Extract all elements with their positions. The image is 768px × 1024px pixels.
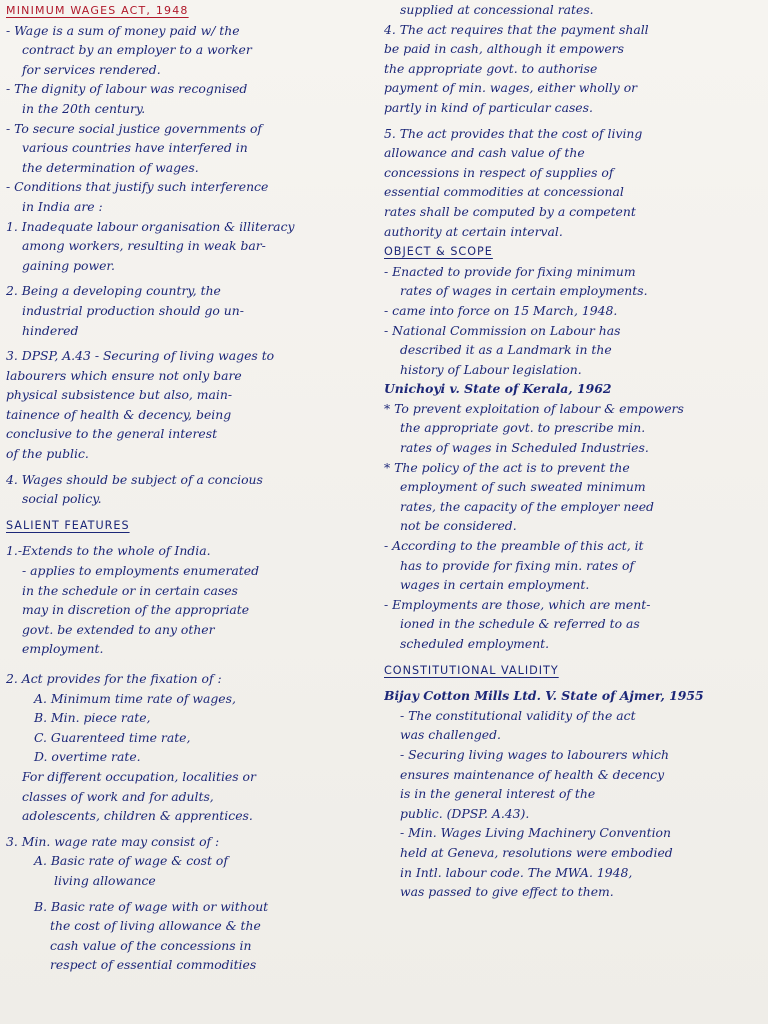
feature-item: B. Basic rate of wage with or without <box>34 898 269 914</box>
page-title: MINIMUM WAGES ACT, 1948 <box>6 4 189 17</box>
feature-line: 3. Min. wage rate may consist of : <box>6 833 220 849</box>
object-line: described it as a Landmark in the <box>400 342 612 358</box>
unichoyi-case-list <box>384 399 764 654</box>
feature-line: adolescents, children & apprentices. <box>22 808 253 824</box>
intro-line: - To secure social justice governments of <box>6 120 262 136</box>
case-line: the appropriate govt. to prescribe min. <box>400 420 646 436</box>
feature-line: payment of min. wages, either wholly or <box>384 80 638 96</box>
intro-line: - Conditions that justify such interference <box>6 179 269 195</box>
feature-line: 2. Act provides for the fixation of : <box>6 671 222 686</box>
condition-line: social policy. <box>22 491 102 507</box>
feature-item: C. Guarenteed time rate, <box>34 729 191 745</box>
case-line: was challenged. <box>400 727 501 743</box>
feature-line: - applies to employments enumerated <box>22 563 260 579</box>
feature-line: be paid in cash, although it empowers <box>384 41 624 57</box>
condition-line: labourers which ensure not only bare <box>6 367 242 383</box>
continuation-line: supplied at concessional rates. <box>400 2 594 17</box>
case-line: * To prevent exploitation of labour & empowers <box>384 400 684 416</box>
feature-line: the appropriate govt. to authorise <box>384 60 598 76</box>
object-line: - Enacted to provide for fixing minimum <box>384 263 636 279</box>
bijay-cotton-case-list <box>384 706 764 902</box>
feature-line: govt. be extended to any other <box>22 621 215 637</box>
case-line: - Employments are those, which are ment- <box>384 596 651 612</box>
condition-line: of the public. <box>6 446 89 462</box>
case-line: rates, the capacity of the employer need <box>400 498 654 514</box>
intro-section <box>6 21 372 217</box>
case-line: public. (DPSP. A.43). <box>400 805 530 821</box>
object-line: - came into force on 15 March, 1948. <box>384 302 618 318</box>
feature-line: in the schedule or in certain cases <box>22 582 238 598</box>
case-line: not be considered. <box>400 518 517 534</box>
condition-line: hindered <box>22 322 79 338</box>
feature-4 <box>384 20 764 118</box>
feature-line: essential commodities at concessional <box>384 184 624 200</box>
case-line: rates of wages in Scheduled Industries. <box>400 440 649 456</box>
feature-item: A. Basic rate of wage & cost of <box>34 853 228 869</box>
condition-line: tainence of health & decency, being <box>6 406 232 422</box>
feature-3 <box>6 832 372 975</box>
case-line: was passed to give effect to them. <box>400 884 614 900</box>
condition-line: conclusive to the general interest <box>6 426 218 442</box>
right-column <box>384 0 764 1024</box>
case-line: wages in certain employment. <box>400 577 590 593</box>
condition-line: 2. Being a developing country, the <box>6 283 221 299</box>
intro-line: various countries have interfered in <box>22 140 248 156</box>
condition-line: 4. Wages should be subject of a concious <box>6 471 263 487</box>
feature-line: For different occupation, localities or <box>22 768 256 784</box>
intro-line: the determination of wages. <box>22 159 199 175</box>
case-title-unichoyi: Unichoyi v. State of Kerala, 1962 <box>384 381 612 397</box>
condition-line: gaining power. <box>22 257 115 273</box>
feature-line: 4. The act requires that the payment shall <box>384 21 649 37</box>
condition-line: physical subsistence but also, main- <box>6 387 233 403</box>
feature-1 <box>6 541 372 659</box>
object-scope-heading: OBJECT & SCOPE <box>384 245 493 259</box>
feature-item: the cost of living allowance & the <box>50 918 261 934</box>
salient-features-heading: SALIENT FEATURES <box>6 518 130 532</box>
object-line: rates of wages in certain employments. <box>400 283 648 299</box>
feature-line: classes of work and for adults, <box>22 788 214 804</box>
case-line: * The policy of the act is to prevent the <box>384 459 630 475</box>
case-line: is in the general interest of the <box>400 786 596 802</box>
case-line: scheduled employment. <box>400 636 550 651</box>
feature-line: may in discretion of the appropriate <box>22 602 250 618</box>
feature-item: living allowance <box>54 872 156 888</box>
condition-line: 3. DPSP, A.43 - Securing of living wages to <box>6 348 275 364</box>
case-line: has to provide for fixing min. rates of <box>400 557 635 573</box>
case-line: - The constitutional validity of the act <box>400 707 636 723</box>
case-line: - Min. Wages Living Machinery Convention <box>400 825 671 841</box>
case-line: employment of such sweated minimum <box>400 479 646 495</box>
intro-line: for services rendered. <box>22 61 161 77</box>
feature-5 <box>384 124 764 242</box>
condition-line: among workers, resulting in weak bar- <box>22 238 266 254</box>
object-line: - National Commission on Labour has <box>384 322 621 338</box>
object-line: history of Labour legislation. <box>400 361 582 377</box>
conditions-list <box>6 217 372 509</box>
left-column <box>6 0 372 1024</box>
feature-item: A. Minimum time rate of wages, <box>34 690 236 706</box>
case-line: held at Geneva, resolutions were embodied <box>400 844 673 860</box>
feature-item: cash value of the concessions in <box>50 937 252 953</box>
condition-line: 1. Inadequate labour organisation & illiteracy <box>6 218 295 234</box>
intro-line: contract by an employer to a worker <box>22 42 252 58</box>
case-line: - Securing living wages to labourers which <box>400 746 669 762</box>
condition-line: industrial production should go un- <box>22 302 244 318</box>
feature-line: 1.-Extends to the whole of India. <box>6 543 211 559</box>
case-line: ensures maintenance of health & decency <box>400 766 665 782</box>
feature-line: allowance and cash value of the <box>384 145 585 161</box>
feature-item: B. Min. piece rate, <box>34 710 151 726</box>
feature-line: rates shall be computed by a competent <box>384 203 636 219</box>
feature-item: D. overtime rate. <box>34 749 141 765</box>
intro-line: - The dignity of labour was recognised <box>6 81 248 97</box>
case-title-bijay-cotton: Bijay Cotton Mills Ltd. V. State of Ajmer, 1955 <box>384 688 704 704</box>
feature-line: authority at certain interval. <box>384 223 563 239</box>
feature-line: concessions in respect of supplies of <box>384 164 614 180</box>
case-line: - According to the preamble of this act, it <box>384 538 644 554</box>
feature-2 <box>6 669 372 826</box>
intro-line: in India are : <box>22 198 103 214</box>
constitutional-validity-heading: CONSTITUTIONAL VALIDITY <box>384 663 559 677</box>
case-line: ioned in the schedule & referred to as <box>400 616 640 632</box>
intro-line: in the 20th century. <box>22 100 146 116</box>
feature-item: respect of essential commodities <box>50 957 257 973</box>
intro-line: - Wage is a sum of money paid w/ the <box>6 22 240 38</box>
feature-line: partly in kind of particular cases. <box>384 99 593 115</box>
object-scope-list <box>384 262 764 380</box>
feature-line: employment. <box>22 641 104 657</box>
feature-line: 5. The act provides that the cost of living <box>384 125 643 141</box>
case-line: in Intl. labour code. The MWA. 1948, <box>400 864 633 880</box>
